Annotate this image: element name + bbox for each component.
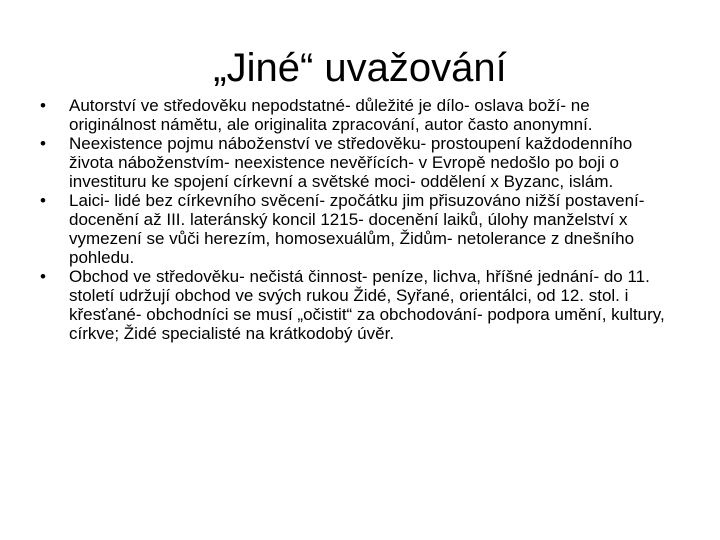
bullet-text: Obchod ve středověku- nečistá činnost- peníze, lichva, hříšné jednání- do 11. století udržují obchod ve svých rukou Židé, Syřané, orientálci, od 12. stol. i křesťané- obchodníci se musí „očistit“ za obchodování- podpora umění, kultury, církve; Židé specialisté na krátkodobý úvěr. — [69, 267, 665, 343]
bullet-item — [40, 134, 680, 191]
bullet-item — [40, 96, 680, 134]
bullet-text: Neexistence pojmu náboženství ve středověku- prostoupení každodenního života náboženstvím- neexistence nevěřících- v Evropě nedošlo po boji o investituru ke spojení církevní a světské moci- oddělení x Byzanc, islám. — [69, 134, 633, 191]
bullet-item — [40, 267, 680, 343]
bullet-list — [40, 96, 680, 343]
bullet-text: Laici- lidé bez církevního svěcení- zpočátku jim přisuzováno nižší postavení- docenění až III. lateránský koncil 1215- docenění laiků, úlohy manželství x vymezení se vůči herezím, homosexuálům, Židům- netolerance z dnešního pohledu. — [69, 191, 645, 267]
bullet-text: Autorství ve středověku nepodstatné- důležité je dílo- oslava boží- ne originálnost námětu, ale originalita zpracování, autor často anonymní. — [69, 96, 593, 134]
bullet-icon: • — [40, 191, 46, 210]
bullet-item — [40, 191, 680, 267]
bullet-icon: • — [40, 96, 46, 115]
bullet-icon: • — [40, 134, 46, 153]
bullet-icon: • — [40, 267, 46, 286]
slide-title: „Jiné“ uvažování — [213, 46, 507, 90]
